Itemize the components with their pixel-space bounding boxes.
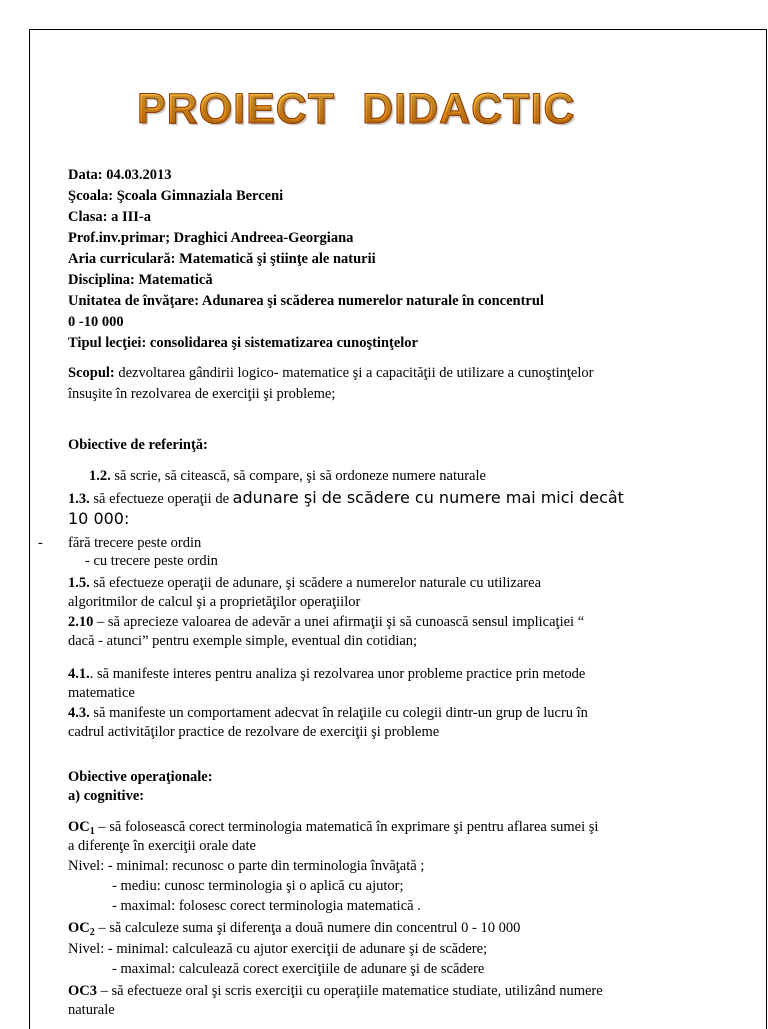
objective-2-10-line2: dacă - atunci” pentru exemple simple, eventual din cotidian;	[68, 633, 418, 649]
with-carry-item: - cu trecere peste ordin	[85, 553, 218, 569]
objective-4-3-line2: cadrul activităţilor practice de rezolvare de exerciţii şi probleme	[68, 724, 440, 740]
scope-text-1: dezvoltarea gândirii logico- matematice şi a capacităţii de utilizare a cunoştinţelor	[114, 365, 594, 381]
oc3-line2: naturale	[68, 1002, 115, 1018]
scope-label: Scopul:	[68, 365, 115, 381]
scope-line2: însuşite în rezolvarea de exerciţii şi probleme;	[68, 386, 336, 402]
oc1-label-text: OC	[68, 819, 90, 835]
oc1-level-medium: - mediu: cunosc terminologia şi o aplică cu ajutor;	[112, 878, 404, 894]
reference-objectives-heading: Obiective de referinţă:	[68, 437, 208, 453]
objective-1-5-line1	[68, 574, 541, 592]
objective-1-5-text: să efectueze operaţii de adunare, şi scădere a numerelor naturale cu utilizarea	[89, 575, 542, 591]
info-class: Clasa: a III-a	[68, 209, 151, 225]
oc1-text: – să folosească corect terminologia matematică în exprimare şi pentru aflarea sumei şi	[94, 819, 599, 835]
info-date: Data: 04.03.2013	[68, 167, 172, 183]
operational-objectives-heading: Obiective operaţionale:	[68, 769, 213, 785]
objective-4-1-text: . să manifeste interes pentru analiza şi rezolvarea unor probleme practice prin metode	[89, 666, 586, 682]
objective-4-3-line1	[68, 704, 588, 722]
objective-4-1-line1	[68, 665, 585, 683]
oc2-label-text: OC	[68, 920, 90, 936]
objective-4-3-number: 4.3.	[68, 705, 90, 721]
oc1-label-subscript: 1	[89, 826, 95, 837]
info-unit-line2: 0 -10 000	[68, 314, 124, 330]
objective-1-3-number: 1.3.	[68, 491, 90, 507]
objective-1-2	[89, 467, 486, 485]
cognitive-subheading: a) cognitive:	[68, 788, 145, 804]
info-discipline: Disciplina: Matematică	[68, 272, 213, 288]
objective-1-5-number: 1.5.	[68, 575, 90, 591]
objective-1-3	[68, 489, 624, 508]
objective-1-3-text-a: să efectueze operaţii de	[89, 491, 233, 507]
oc1-level-minimal: Nivel: - minimal: recunosc o parte din terminologia învăţată ;	[68, 858, 425, 874]
oc2-label-subscript: 2	[89, 927, 95, 938]
objective-1-3-line2: 10 000:	[68, 509, 130, 528]
objective-4-1-line2: matematice	[68, 685, 135, 701]
info-lesson-type: Tipul lecţiei: consolidarea şi sistematizarea cunoştinţelor	[68, 335, 418, 351]
info-school: Şcoala: Şcoala Gimnaziala Berceni	[68, 188, 284, 204]
oc2-level-maximal: - maximal: calculează corect exerciţiile de adunare şi de scădere	[112, 961, 485, 977]
objective-1-3-text-b: adunare şi de scădere cu numere mai mici decât	[232, 488, 624, 507]
document-title: PROIECT DIDACTIC	[137, 85, 677, 141]
objective-1-5-line2: algoritmilor de calcul şi a proprietăţilor operaţiilor	[68, 594, 361, 610]
oc3-line1	[68, 982, 603, 1000]
oc2-line	[68, 919, 520, 937]
objective-1-2-text: să scrie, să citească, să compare, şi să ordoneze numere naturale	[110, 468, 486, 484]
oc1-line2: a diferenţe în exerciţii orale date	[68, 838, 256, 854]
objective-2-10-line1	[68, 613, 584, 631]
objective-4-1-number: 4.1.	[68, 666, 90, 682]
info-teacher: Prof.inv.primar; Draghici Andreea-Georgiana	[68, 230, 354, 246]
oc1-line1	[68, 818, 598, 836]
no-carry-item: fără trecere peste ordin	[68, 535, 202, 551]
objective-1-2-number: 1.2.	[89, 468, 111, 484]
scope-line1	[68, 364, 593, 382]
info-curricular-area: Aria curriculară: Matematică şi ştiinţe ale naturii	[68, 251, 376, 267]
objective-2-10-number: 2.10	[68, 614, 94, 630]
oc3-label: OC3	[68, 983, 97, 999]
oc2-text: – să calculeze suma şi diferenţa a două numere din concentrul 0 - 10 000	[94, 920, 521, 936]
oc1-label	[68, 819, 95, 835]
objective-2-10-text: – să aprecieze valoarea de adevăr a unei afirmaţii şi să cunoască sensul implicaţiei “	[93, 614, 585, 630]
oc2-label	[68, 920, 95, 936]
objective-4-3-text: să manifeste un comportament adecvat în relaţiile cu colegii dintr-un grup de lucru în	[89, 705, 588, 721]
info-unit-line1: Unitatea de învăţare: Adunarea şi scăderea numerelor naturale în concentrul	[68, 293, 544, 309]
bullet-dash: -	[38, 535, 43, 551]
oc2-level-minimal: Nivel: - minimal: calculează cu ajutor exerciţii de adunare şi de scădere;	[68, 941, 488, 957]
oc3-text: – să efectueze oral şi scris exerciţii cu operaţiile matematice studiate, utilizând numere	[97, 983, 603, 999]
oc1-level-maximal: - maximal: folosesc corect terminologia matematică .	[112, 898, 421, 914]
